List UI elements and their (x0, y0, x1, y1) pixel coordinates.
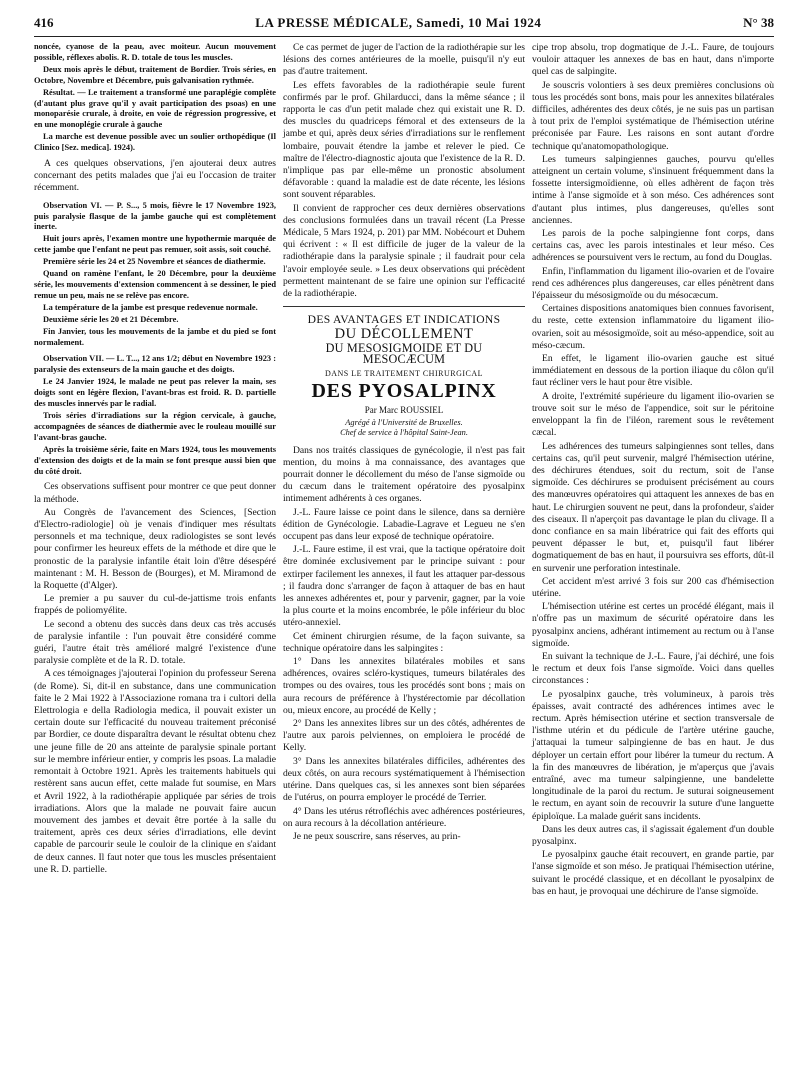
paragraph: Le pyosalpinx gauche, très volumineux, à parois très épaisses, avait contracté des adhérences intimes avec le rectum. Après hémisection utérine et section transversale de l'isthme utérin et du pédicule de l'artère utérine gauche, j'attaquai la tumeur salpingienne de bas en haut. Je dus déployer un certain effort pour libérer la tumeur du rectum. A la fin des manœuvres de libération, je m'aperçus que j'avais entraîné, avec ma tumeur salpingienne, une bandelette longitudinale de la paroi du rectum. Je suturai soigneusement le rectum, en ayant soin de recouvrir la suture d'une languette épiploïque. La malade guérit sans incidents. (532, 688, 774, 822)
paragraph: Ces observations suffisent pour montrer ce que peut donner la méthode. (34, 481, 276, 505)
article-title-line: DES AVANTAGES ET INDICATIONS (307, 313, 501, 327)
paragraph: Fin Janvier, tous les mouvements de la jambe et du pied se font normalement. (34, 326, 276, 347)
intro-text (34, 158, 276, 195)
paragraph: Enfin, l'inflammation du ligament ilio-ovarien et de l'ovaire rend ces adhérences plus dangereuses, car elles pénètrent dans l'épaisseur du mésosigmoïde ou du mésocæcum. (532, 265, 774, 302)
paragraph: Le pyosalpinx gauche était recouvert, en grande partie, par l'anse sigmoïde et son méso. Je pratiquai l'hémisection utérine, suivant le procédé classique, et en décollant le pyosalpinx de bas en haut, je provoquai une déchirure de l'anse sigmoïde. (532, 849, 774, 897)
paragraph: La température de la jambe est presque redevenue normale. (43, 302, 258, 312)
paragraph: Certaines dispositions anatomiques bien connues favorisent, du reste, cette extension inflammatoire du ligament ilio-ovarien, soit au mésosigmoïde, soit au méso-appendice, soit au méso-cæcum. (532, 303, 774, 351)
paragraph: A droite, l'extrémité supérieure du ligament ilio-ovarien se trouve soit sur le méso de l'appendice, soit sur le péritoine enveloppant la fin de l'iléon, rarement sous le revêtement cæcal. (532, 390, 774, 439)
author-affiliation: Chef de service à l'hôpital Saint-Jean. (340, 428, 468, 438)
paragraph: Dans nos traités classiques de gynécologie, il n'est pas fait mention, du moins à ma connaissance, des avantages que pourrait donner le décollement du méso de l'anse sigmoïde ou du cæcum dans le traitement opératoire des pyosalpinx intimement adhérents à ces organes. (283, 444, 525, 505)
article-title-line: DU MESOSIGMOIDE ET DU MESOCÆCUM (325, 341, 483, 366)
paragraph: Dans les deux autres cas, il s'agissait également d'un double pyosalpinx. (532, 823, 774, 847)
paragraph: 1° Dans les annexites bilatérales mobiles et sans adhérences, ovaires scléro-kystiques, tumeurs bilatérales des trompes ou des ovaires, tous les procédés sont bons ; mais on aura recours de préférence à l'hystérectomie par décollation ou, mieux encore, au procédé de Kelly ; (283, 656, 525, 716)
paragraph: En effet, le ligament ilio-ovarien gauche est situé immédiatement en dessous de la portion iliaque du côlon qu'il faut récliner vers le haut pour être visible. (532, 353, 774, 389)
paragraph: L'hémisection utérine est certes un procédé élégant, mais il n'offre pas un maximum de sécurité opératoire dans les pyosalpinx anciens, adhérant intimement au rectum ou à l'anse sigmoïde. (532, 601, 774, 649)
paragraph: Je ne peux souscrire, sans réserves, au prin- (293, 830, 461, 842)
column-1 (34, 42, 276, 877)
article-body (283, 445, 525, 844)
article-main-title: DES PYOSALPINX (311, 379, 497, 402)
paragraph: 3° Dans les annexites bilatérales difficiles, adhérentes des deux côtés, on aura recours systématiquement à l'hémisection utérine. Dans quelques cas, si les annexes sont bien séparées de l'utérus, on pourra employer le procédé de Terrier. (283, 755, 525, 804)
paragraph: Les tumeurs salpingiennes gauches, pourvu qu'elles atteignent un certain volume, s'insinuent fréquemment dans la fossette intersigmoïdienne, où elles adhèrent de façon très intime à l'anse sigmoïde et à son méso. Ces adhérences sont d'autant plus intimes, plus dangereuses, qu'elles sont anciennes. (532, 153, 774, 226)
paragraph: Le 24 Janvier 1924, le malade ne peut pas relever la main, ses doigts sont en légère flexion, l'avant-bras est froid. R. D. partielle des muscles innervés par le radial. (34, 377, 276, 409)
paragraph: Au Congrès de l'avancement des Sciences, [Section d'Electro-radiologie] où je venais d'indiquer mes résultats personnels et ma technique, deux radiologistes se sont levés pour confirmer les heureux effets de la méthode et dire que le pronostic de la paralysie infantile était loin d'être désespéré maintenant : M. H. Besson de (Bourges), et M. Miramond de la Roquette (d'Alger). (34, 506, 276, 592)
paragraph: J.-L. Faure estime, il est vrai, que la tactique opératoire doit être dominée exclusivement par le principe suivant : pour extirper facilement les annexes, il faut les attaquer par-dessous ; il faudra donc s'arranger de façon à attaquer de bas en haut les annexes adhérentes et, pour y parvenir, gagner, par la voie la plus courte et la moins encombrée, le pôle inférieur du bloc utéro-annexiel. (283, 544, 525, 629)
article-title-line: DU DÉCOLLEMENT (334, 326, 474, 343)
paragraph: cipe trop absolu, trop dogmatique de J.-L. Faure, de toujours vouloir attaquer les annexes de bas en haut, dans n'importe quel cas de salpingite. (532, 42, 774, 78)
page-number: 416 (34, 15, 54, 30)
paragraph: Deuxième série les 20 et 21 Décembre. (43, 314, 179, 324)
section-divider (283, 306, 525, 307)
article-heading (283, 315, 525, 438)
article-subtitle: DANS LE TRAITEMENT CHIRURGICAL (324, 368, 484, 378)
discussion-text (34, 481, 276, 876)
page-header (34, 10, 774, 37)
paragraph: Ce cas permet de juger de l'action de la radiothérapie sur les lésions des cornes antérieures de la moelle, puisqu'il n'y eut pas d'autre traitement. (283, 42, 525, 78)
column-2 (283, 42, 525, 844)
paragraph: Cet éminent chirurgien résume, de la façon suivante, sa technique opératoire dans les salpingites : (283, 630, 525, 654)
paragraph: Les effets favorables de la radiothérapie seule furent confirmés par le prof. Ghilarducci, dans la même séance ; il rapporta le cas d'un petit malade chez qui existait une R. D. des muscles du quadriceps fémoral et des extenseurs de la jambe et qui, après deux séries d'irradiations sur le renflement lombaire, pouvait étendre la jambe et relever le pied. Ce maître de l'électro-diagnostic ajouta que l'existence de la R. D. n'implique pas par elle-même un pronostic absolument défavorable : quand la maladie est de date récente, les lésions sont souvent réparables. (283, 79, 525, 201)
paragraph: Le second a obtenu des succès dans deux cas très accusés de paralysie infantile : l'un pouvait être considéré comme guéri, l'autre était très amélioré malgré l'existence d'une paralysie complète et de la R. D. totale. (34, 618, 276, 667)
article-author: Par Marc ROUSSIEL (364, 404, 444, 415)
observation-heading: Observation VII. — L. T..., 12 ans 1/2; début en Novembre 1923 : paralysie des extenseurs de la main gauche et des doigts. (34, 354, 276, 375)
paragraph: A ces quelques observations, j'en ajouterai deux autres concernant des petits malades que j'ai eu l'occasion de traiter récemment. (34, 158, 276, 194)
article-body-continued (532, 42, 774, 898)
paragraph: Huit jours après, l'examen montre une hypothermie marquée de cette jambe que l'enfant ne peut pas remuer, soit assis, soit couché. (34, 234, 276, 255)
paragraph: En suivant la technique de J.-L. Faure, j'ai déchiré, une fois le rectum et deux fois l'anse sigmoïde. Voici dans quelles circonstances : (532, 650, 774, 687)
paragraph: Les parois de la poche salpingienne font corps, dans certains cas, avec les parois intestinales et leur méso. Ces adhérences se poursuivent vers le rectum, au fond du Douglas. (532, 228, 774, 264)
observation-heading: Observation VI. — P. S..., 5 mois, fièvre le 17 Novembre 1923, puis paralysie flasque de la jambe gauche qui est complètement inerte. (34, 200, 276, 232)
paragraph: noncée, cyanose de la peau, avec moiteur. Aucun mouvement possible, réflexes abolis. R. D. totale de tous les muscles. (34, 42, 276, 62)
paragraph: 4° Dans les utérus rétrofléchis avec adhérences postérieures, on aura recours à la décollation antérieure. (283, 805, 525, 829)
paragraph: Résultat. — Le traitement a transformé une paraplégie complète (d'autant plus grave qu'il y avait participation des psoas) en une monoparésie crurale, à droite, en voie de régression progressive, et en une monoplégie crurale à gauche (34, 87, 276, 130)
paragraph: Après la troisième série, faite en Mars 1924, tous les mouvements d'extension des doigts et de la main se font presque aussi bien que du côté droit. (34, 444, 276, 476)
paragraph: A ces témoignages j'ajouterai l'opinion du professeur Serena (de Rome). Si, dit-il en substance, dans une communication faite le 2 Mai 1922 à l'Associazione romana tra i cultori della Elettrologia e della Radiologia medica, il pouvait exister un certain doute sur l'efficacité du nouveau traitement préconisé par Bordier, ce doute disparaîtra devant le résultat obtenu chez une jeune fille de 20 ans atteinte de paralysie spinale portant sur le membre inférieur entier, y compris les psoas. La maladie remontait à Octobre 1921. Après les traitements habituels qui restèrent sans aucun effet, cette malade fut soumise, en Mars et Avril 1922, à la radiothérapie appliquée par séries de trois irradiations. Alors que la malade ne pouvait faire aucun mouvement des jambes et devait être portée à la salle du traitement, après ces deux séries d'irradiations, elle devint capable de parcourir seule le couloir de la clinique en s'aidant de deux cannes. Il faut noter que tous les muscles présentaient une R. D. partielle. (34, 668, 276, 875)
author-affiliation: Agrégé à l'Université de Bruxelles. (345, 417, 463, 427)
paragraph: Quand on ramène l'enfant, le 20 Décembre, pour la deuxième série, les mouvements d'extension commencent à se dessiner, le pied remue un peu, mais ne se relève pas encore. (34, 269, 276, 300)
paragraph: Le premier a pu sauver du cul-de-jattisme trois enfants frappés de poliomyélite. (34, 593, 276, 617)
journal-title: LA PRESSE MÉDICALE, Samedi, 10 Mai 1924 (255, 15, 542, 30)
paragraph: Les adhérences des tumeurs salpingiennes sont telles, dans certains cas, qu'il peut survenir, malgré l'hémisection utérine, des déchirures étendues, soit du rectum, soit de l'anse sigmoïde. Ces déchirures se produisent précisément au cours des manœuvres opératoires qui attaquent les annexes de bas en haut. Le chirurgien souvent ne peut, dans la profondeur, s'aider des ciseaux. Il n'aperçoit pas davantage le plan du clivage. Il a donc confiance en sa main libératrice qui fait des efforts qui peuvent dépasser le but, et, puisqu'il faut libérer dogmatiquement de bas en haut, il poursuivra ses efforts, dût-il en survenir une perforation intestinale. (532, 440, 775, 574)
paragraph: Première série les 24 et 25 Novembre et séances de diathermie. (43, 257, 266, 267)
paragraph: La marche est devenue possible avec un soulier orthopédique (Il Clinico [Sez. medica]. 1924). (34, 132, 276, 153)
paragraph: Trois séries d'irradiations sur la région cervicale, à gauche, accompagnées de séances de diathermie avec le rouleau mouillé sur l'avant-bras gauche. (34, 410, 276, 442)
issue-number: N° 38 (743, 15, 774, 30)
column-3 (532, 42, 774, 899)
paragraph: Il convient de rapprocher ces deux dernières observations des conclusions formulées dans un travail récent (La Presse Médicale, 5 Mars 1924, p. 201) par MM. Nobécourt et Duhem qui écrivent : « Il est difficile de juger de la valeur de la radiothérapie dans la paralysie spinale ; il faudrait pour cela l'avoir employée seule. » Les deux observations qui précèdent permettent maintenant de se faire une opinion sur l'efficacité de la radiothérapie. (283, 202, 525, 300)
paragraph: Je souscris volontiers à ses deux premières conclusions où tous les procédés sont bons, mais pour les annexites bilatérales difficiles, adhérentes des deux côtés, je ne suis pas un partisan à tout prix de l'emploi systématique de l'hémisection utérine préconisée par Faure. Les raisons en sont autant d'ordre technique qu'anatomopathologique. (532, 79, 774, 152)
paragraph: J.-L. Faure laisse ce point dans le silence, dans sa dernière édition de Gynécologie. Labadie-Lagrave et Legueu ne s'en occupent pas dans leur exposé de technique opératoire. (283, 506, 525, 543)
paragraph: Deux mois après le début, traitement de Bordier. Trois séries, en Octobre, Novembre et Décembre, puis galvanisation rythmée. (34, 64, 276, 85)
paragraph: 2° Dans les annexites libres sur un des côtés, adhérentes de l'autre aux parois pelviennes, on emploiera le procédé de Kelly. (283, 718, 525, 754)
radiotherapy-text (283, 42, 525, 300)
paragraph: Cet accident m'est arrivé 3 fois sur 200 cas d'hémisection utérine. (532, 575, 774, 599)
